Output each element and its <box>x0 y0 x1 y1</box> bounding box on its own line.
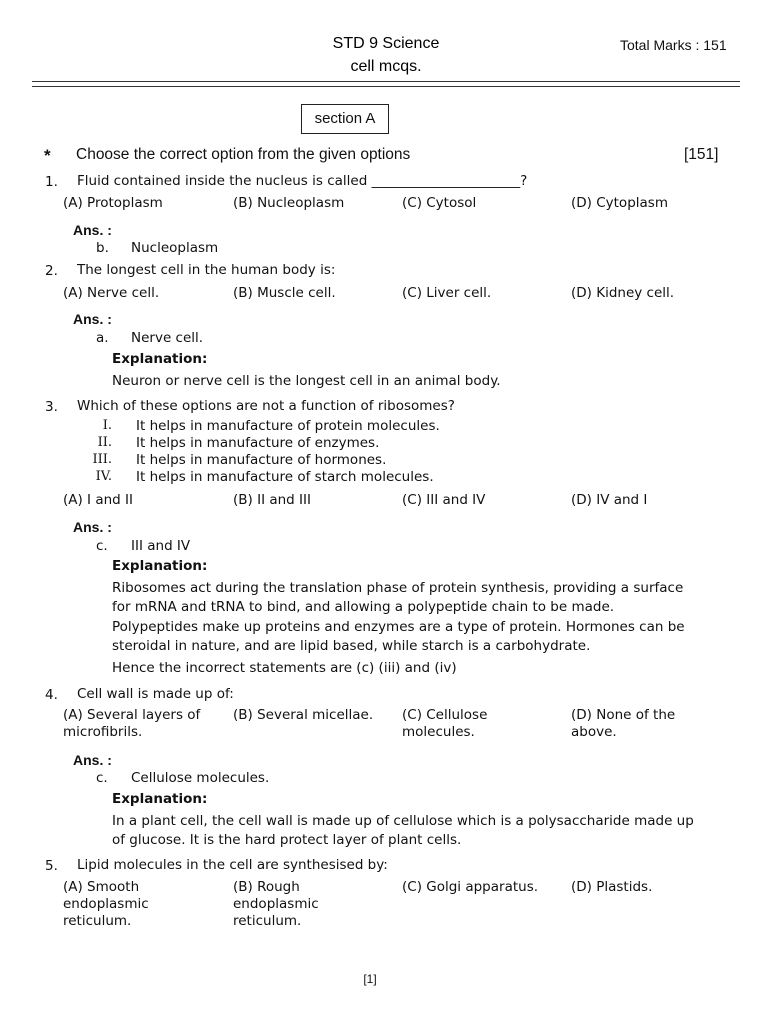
question-number: 2. <box>45 263 58 279</box>
question-text: Fluid contained inside the nucleus is called ______________________? <box>77 173 528 189</box>
option-b: (B) Several micellae. <box>233 707 374 723</box>
statement-number: II. <box>97 435 112 450</box>
instruction-marks: [151] <box>684 146 719 163</box>
statement-number: IV. <box>95 469 112 484</box>
header-rule-top <box>32 81 740 82</box>
explanation-label: Explanation: <box>112 558 208 574</box>
option-b: (B) II and III <box>233 492 311 508</box>
instruction-text: Choose the correct option from the given options <box>76 146 411 163</box>
option-d: (D) None of the above. <box>571 707 676 740</box>
statement-number: III. <box>92 452 112 467</box>
option-a: (A) Protoplasm <box>63 195 163 211</box>
option-c: (C) Golgi apparatus. <box>402 879 539 895</box>
option-d: (D) Kidney cell. <box>571 285 675 301</box>
option-c: (C) Cellulose molecules. <box>402 707 488 740</box>
option-a: (A) Nerve cell. <box>63 285 160 301</box>
statement-text: It helps in manufacture of enzymes. <box>136 435 380 451</box>
answer-label: Ans. : <box>73 311 112 327</box>
option-b: (B) Rough endoplasmic reticulum. <box>233 879 319 929</box>
section-label: section A <box>301 104 389 134</box>
option-b: (B) Nucleoplasm <box>233 195 345 211</box>
instruction-bullet: * <box>44 146 51 165</box>
answer-letter: c. <box>96 538 108 554</box>
explanation-label: Explanation: <box>112 351 208 367</box>
answer-label: Ans. : <box>73 519 112 535</box>
option-b: (B) Muscle cell. <box>233 285 336 301</box>
statement-number: I. <box>102 418 112 433</box>
paper-title: STD 9 Science <box>332 35 440 52</box>
question-text: Cell wall is made up of: <box>77 686 234 702</box>
option-c: (C) Cytosol <box>402 195 477 211</box>
answer-label: Ans. : <box>73 752 112 768</box>
explanation-text: Neuron or nerve cell is the longest cell in an animal body. <box>112 373 501 389</box>
answer-label: Ans. : <box>73 222 112 238</box>
answer-text: Nucleoplasm <box>131 240 219 256</box>
answer-letter: c. <box>96 770 108 786</box>
option-a: (A) Several layers of microfibrils. <box>63 707 201 740</box>
answer-letter: b. <box>96 240 109 256</box>
explanation-text: Hence the incorrect statements are (c) (iii) and (iv) <box>112 660 457 676</box>
answer-text: Nerve cell. <box>131 330 204 346</box>
question-text: Lipid molecules in the cell are synthesised by: <box>77 857 388 873</box>
statement-text: It helps in manufacture of hormones. <box>136 452 387 468</box>
question-text: Which of these options are not a function of ribosomes? <box>77 398 455 414</box>
answer-letter: a. <box>96 330 109 346</box>
option-c: (C) III and IV <box>402 492 486 508</box>
statement-text: It helps in manufacture of starch molecules. <box>136 469 434 485</box>
option-d: (D) Plastids. <box>571 879 653 895</box>
answer-text: Cellulose molecules. <box>131 770 270 786</box>
explanation-text: Polypeptides make up proteins and enzymes are a type of protein. Hormones can be steroidal in nature, and are lipid based, while starch is a carbohydrate. <box>112 619 685 654</box>
question-number: 1. <box>45 174 58 190</box>
page-number: [1] <box>363 972 377 986</box>
explanation-label: Explanation: <box>112 791 208 807</box>
option-d: (D) Cytoplasm <box>571 195 668 211</box>
answer-text: III and IV <box>131 538 191 554</box>
paper-subtitle: cell mcqs. <box>350 58 422 75</box>
header-rule-bottom <box>32 86 740 87</box>
explanation-text: In a plant cell, the cell wall is made up of cellulose which is a polysaccharide made up of glucose. It is the hard protect layer of plant cells. <box>112 813 694 848</box>
explanation-text: Ribosomes act during the translation phase of protein synthesis, providing a surface for mRNA and tRNA to bind, and allowing a polypeptide chain to be made. <box>112 580 684 615</box>
total-marks: Total Marks : 151 <box>620 37 727 53</box>
question-number: 5. <box>45 858 58 874</box>
option-d: (D) IV and I <box>571 492 648 508</box>
question-number: 3. <box>45 399 58 415</box>
question-number: 4. <box>45 687 58 703</box>
option-c: (C) Liver cell. <box>402 285 492 301</box>
statement-text: It helps in manufacture of protein molecules. <box>136 418 440 434</box>
option-a: (A) Smooth endoplasmic reticulum. <box>63 879 149 929</box>
option-a: (A) I and II <box>63 492 133 508</box>
question-text: The longest cell in the human body is: <box>77 262 336 278</box>
